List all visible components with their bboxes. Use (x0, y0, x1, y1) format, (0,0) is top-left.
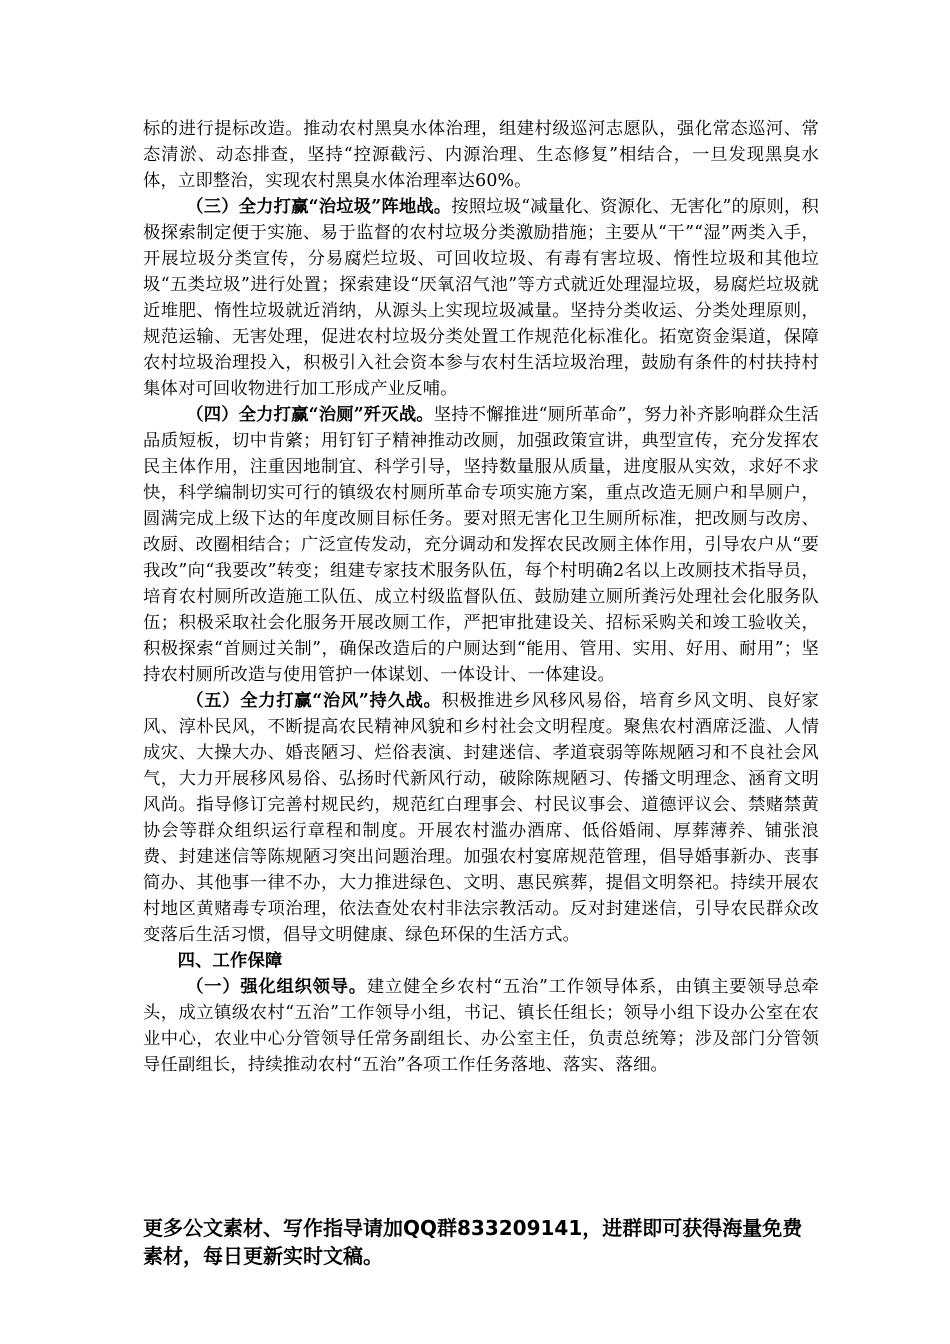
section-lead-toilet: （四）全力打赢“治厕”歼灭战。 (186, 405, 434, 425)
paragraph-garbage (143, 194, 819, 402)
paragraph-text: 标的进行提标改造。推动农村黑臭水体治理，组建村级巡河志愿队，强化常态巡河、常态清淤、动态排查，坚持“控源截污、内源治理、生态修复”相结合，一旦发现黑臭水体，立即整治，实现农村黑臭水体治理率达60%。 (143, 119, 819, 191)
section-lead-customs: （五）全力打赢“治风”持久战。 (186, 691, 442, 711)
section-lead-garbage: （三）全力打赢“治垃圾”阵地战。 (186, 197, 452, 217)
paragraph-water-treatment (143, 116, 819, 194)
paragraph-text: 建立健全乡农村“五治”工作领导体系，由镇主要领导总牵头，成立镇级农村“五治”工作领导小组，书记、镇长任组长；领导小组下设办公室在农业中心，农业中心分管领导任常务副组长、办公室主任，负责总统筹；涉及部门分管领导任副组长，持续推动农村“五治”各项工作任务落地、落实、落细。 (143, 977, 819, 1075)
paragraph-customs (143, 688, 819, 948)
paragraph-text: 积极推进乡风移风易俗，培育乡风文明、良好家风、淳朴民风，不断提高农民精神风貌和乡村社会文明程度。聚焦农村酒席泛滥、人情成灾、大操大办、婚丧陋习、烂俗表演、封建迷信、孝道衰弱等陈规陋习和不良社会风气，大力开展移风易俗、弘扬时代新风行动，破除陈规陋习、传播文明理念、涵育文明风尚。指导修订完善村规民约，规范红白理事会、村民议事会、道德评议会、禁赌禁黄协会等群众组织运行章程和制度。开展农村滥办酒席、低俗婚闹、厚葬薄养、铺张浪费、封建迷信等陈规陋习突出问题治理。加强农村宴席规范管理，倡导婚事新办、丧事简办、其他事一律不办，大力推进绿色、文明、惠民殡葬，提倡文明祭祀。持续开展农村地区黄赌毒专项治理，依法查处农村非法宗教活动。反对封建迷信，引导农民群众改变落后生活习惯，倡导文明健康、绿色环保的生活方式。 (143, 691, 819, 945)
promo-footer: 更多公文素材、写作指导请加QQ群833209141，进群即可获得海量免费素材，每日更新实时文稿。 (143, 1216, 803, 1268)
paragraph-text: 按照垃圾“减量化、资源化、无害化”的原则，积极探索制定便于实施、易于监督的农村垃圾分类激励措施；主要从“干”“湿”两类入手，开展垃圾分类宣传，分易腐烂垃圾、可回收垃圾、有毒有害垃圾、惰性垃圾和其他垃圾“五类垃圾”进行处置；探索建设“厌氧沼气池”等方式就近处理湿垃圾，易腐烂垃圾就近堆肥、惰性垃圾就近消纳，从源头上实现垃圾减量。坚持分类收运、分类处理原则，规范运输、无害处理，促进农村垃圾分类处置工作规范化标准化。拓宽资金渠道，保障农村垃圾治理投入，积极引入社会资本参与农村生活垃圾治理，鼓励有条件的村扶持村集体对可回收物进行加工形成产业反哺。 (143, 197, 819, 399)
document-body (143, 116, 819, 1078)
paragraph-text: 坚持不懈推进“厕所革命”，努力补齐影响群众生活品质短板，切中肯綮；用钉钉子精神推动改厕，加强政策宣讲，典型宣传，充分发挥农民主体作用，注重因地制宜、科学引导，坚持数量服从质量，进度服从实效，求好不求快，科学编制切实可行的镇级农村厕所革命专项实施方案，重点改造无厕户和旱厕户，圆满完成上级下达的年度改厕目标任务。要对照无害化卫生厕所标准，把改厕与改房、改厨、改圈相结合；广泛宣传发动，充分调动和发挥农民改厕主体作用，引导农户从“要我改”向“我要改”转变；组建专家技术服务队伍，每个村明确2名以上改厕技术指导员，培育农村厕所改造施工队伍、成立村级监督队伍、鼓励建立厕所粪污处理社会化服务队伍；积极采取社会化服务开展改厕工作，严把审批建设关、招标采购关和竣工验收关，积极探索“首厕过关制”，确保改造后的户厕达到“能用、管用、实用、好用、耐用”；坚持农村厕所改造与使用管护一体谋划、一体设计、一体建设。 (143, 405, 819, 685)
paragraph-organization (143, 974, 819, 1078)
section-lead-organization: （一）强化组织领导。 (186, 977, 367, 997)
section-heading: 四、工作保障 (177, 951, 283, 971)
paragraph-toilet (143, 402, 819, 688)
